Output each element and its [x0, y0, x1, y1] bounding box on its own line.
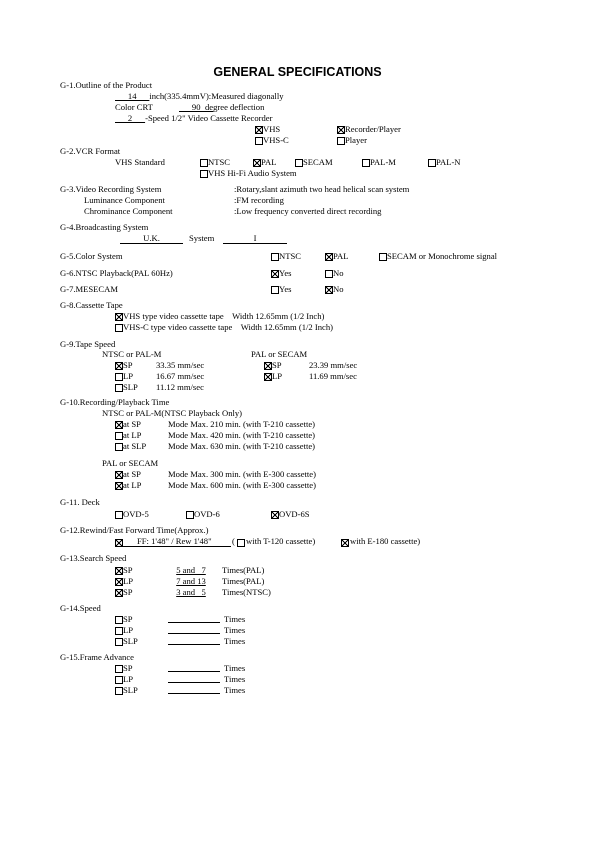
g14-lp-blank[interactable]: [168, 625, 220, 634]
g10-pal-lp-label: at LP: [123, 480, 142, 490]
g3-lum-value: :FM recording: [234, 195, 284, 205]
g1-speed-row: [115, 113, 273, 124]
g1-crt-value: 90: [179, 102, 214, 112]
g12-open-paren: (: [232, 536, 235, 546]
g3-value: :Rotary,slant azimuth two head helical scan system: [234, 184, 410, 194]
g12-heading: G-12.Rewind/Fast Forward Time(Approx.): [60, 525, 209, 535]
g13-lp-value: 7 and 13: [176, 576, 206, 586]
g10-pal-lp-checkbox[interactable]: [115, 482, 123, 490]
g15-slp-checkbox[interactable]: [115, 687, 123, 695]
g11-heading: G-11. Deck: [60, 497, 100, 507]
g10-ntsc-head: NTSC or PAL-M(NTSC Playback Only): [102, 408, 243, 418]
g1-screen-size: 14: [115, 91, 150, 101]
g15-sp-label: SP: [123, 663, 133, 673]
g9-ntsc-sp-checkbox[interactable]: [115, 362, 123, 370]
g10-pal-sp-label: at SP: [123, 469, 141, 479]
g15-sp-blank[interactable]: [168, 663, 220, 672]
g9-pal-sp-value: 23.39 mm/sec: [309, 360, 358, 370]
g13-lp-checkbox[interactable]: [115, 578, 123, 586]
g12-time: FF: 1'48" / Rew 1'48": [137, 536, 212, 546]
g13-sp2-checkbox[interactable]: [115, 589, 123, 597]
g4-system-label: System: [189, 233, 215, 243]
g5-secam-checkbox[interactable]: [379, 253, 387, 261]
g8-vhsc-checkbox[interactable]: [115, 324, 123, 332]
g13-sp2-times: Times(NTSC): [222, 587, 271, 597]
g1-screen-row: [115, 91, 284, 102]
g10-ntsc-slp-value: Mode Max. 630 min. (with T-210 cassette): [168, 441, 316, 451]
g8-vhs-label: VHS type video cassette tape Width 12.65mm (1/2 Inch): [123, 311, 325, 321]
g2-hifi-label: VHS Hi-Fi Audio System: [208, 168, 297, 178]
g9-ntsc-head: NTSC or PAL-M: [102, 349, 162, 359]
g9-ntsc-lp-checkbox[interactable]: [115, 373, 123, 381]
g1-recorder-label: Recorder/Player: [345, 124, 401, 134]
g1-vhsc-checkbox[interactable]: [255, 137, 263, 145]
g7-heading: G-7.MESECAM: [60, 284, 119, 294]
g10-heading: G-10.Recording/Playback Time: [60, 397, 170, 407]
g10-ntsc-lp-value: Mode Max. 420 min. (with T-210 cassette): [168, 430, 316, 440]
g12-e180-label: with E-180 cassette): [350, 536, 421, 546]
page-title: GENERAL SPECIFICATIONS: [213, 65, 382, 79]
g3-chr-label: Chrominance Component: [84, 206, 173, 216]
g11-ovd6s-checkbox[interactable]: [271, 511, 279, 519]
g5-ntsc-checkbox[interactable]: [271, 253, 279, 261]
g6-no-label: No: [333, 268, 344, 278]
g1-screen-text: inch(335.4mmV):Measured diagonally: [149, 91, 284, 101]
g11-ovd5-checkbox[interactable]: [115, 511, 123, 519]
g12-t120-label: with T-120 cassette): [246, 536, 316, 546]
g4-system-value: I: [223, 234, 287, 244]
g14-lp-checkbox[interactable]: [115, 627, 123, 635]
g7-yes-label: Yes: [279, 284, 292, 294]
g11-ovd5-label: OVD-5: [123, 509, 149, 519]
g4-heading: G-4.Broadcasting System: [60, 222, 149, 232]
g10-pal-lp-value: Mode Max. 600 min. (with E-300 cassette): [168, 480, 316, 490]
g2-pal-label: PAL: [261, 157, 277, 167]
g9-heading: G-9.Tape Speed: [60, 339, 116, 349]
g6-yes-label: Yes: [279, 268, 292, 278]
g13-lp-label: LP: [123, 576, 134, 586]
g6-no-checkbox[interactable]: [325, 270, 333, 278]
g15-lp-blank[interactable]: [168, 674, 220, 683]
g7-yes-checkbox[interactable]: [271, 286, 279, 294]
g1-vhs-checkbox[interactable]: [255, 126, 263, 134]
g14-sp-blank[interactable]: [168, 614, 220, 623]
g8-heading: G-8.Cassette Tape: [60, 300, 123, 310]
g14-lp-label: LP: [123, 625, 134, 635]
g14-sp-times: Times: [224, 614, 246, 624]
g12-e180-checkbox[interactable]: [341, 539, 349, 547]
g15-slp-blank[interactable]: [168, 685, 220, 694]
g15-lp-times: Times: [224, 674, 246, 684]
g5-secam-label: SECAM or Monochrome signal: [387, 251, 498, 261]
g15-lp-label: LP: [123, 674, 134, 684]
g9-ntsc-sp-value: 33.35 mm/sec: [156, 360, 205, 370]
g3-lum-label: Luminance Component: [84, 195, 165, 205]
g5-heading: G-5.Color System: [60, 251, 123, 261]
g15-heading: G-15.Frame Advance: [60, 652, 134, 662]
g9-pal-lp-checkbox[interactable]: [264, 373, 272, 381]
g13-heading: G-13.Search Speed: [60, 553, 127, 563]
g1-speed-value: 2: [115, 113, 146, 123]
g10-pal-sp-value: Mode Max. 300 min. (with E-300 cassette): [168, 469, 316, 479]
g2-heading: G-2.VCR Format: [60, 146, 121, 156]
g14-slp-checkbox[interactable]: [115, 638, 123, 646]
g9-ntsc-lp-value: 16.67 mm/sec: [156, 371, 205, 381]
g10-ntsc-sp-checkbox[interactable]: [115, 421, 123, 429]
g15-lp-checkbox[interactable]: [115, 676, 123, 684]
g4-country: U.K.: [120, 234, 183, 244]
g1-crt-label: Color CRT: [115, 102, 153, 112]
g2-hifi-checkbox[interactable]: [200, 170, 208, 178]
g13-sp1-checkbox[interactable]: [115, 567, 123, 575]
g2-secam-checkbox[interactable]: [295, 159, 303, 167]
g9-pal-lp-value: 11.69 mm/sec: [309, 371, 357, 381]
g9-ntsc-slp-checkbox[interactable]: [115, 384, 123, 392]
g14-heading: G-14.Speed: [60, 603, 101, 613]
g2-palm-label: PAL-M: [370, 157, 396, 167]
g7-no-checkbox[interactable]: [325, 286, 333, 294]
g1-heading: G-1.Outline of the Product: [60, 80, 153, 90]
g1-player-label: Player: [345, 135, 367, 145]
g1-speed-text: -Speed 1/2" Video Cassette Recorder: [145, 113, 273, 123]
g2-ntsc-checkbox[interactable]: [200, 159, 208, 167]
g11-ovd6-checkbox[interactable]: [186, 511, 194, 519]
g3-chr-value: :Low frequency converted direct recording: [234, 206, 382, 216]
g8-vhs-checkbox[interactable]: [115, 313, 123, 321]
g15-slp-times: Times: [224, 685, 246, 695]
g8-vhsc-label: VHS-C type video cassette tape Width 12.65mm (1/2 Inch): [123, 322, 334, 332]
g2-label: VHS Standard: [115, 157, 165, 167]
g15-sp-times: Times: [224, 663, 246, 673]
g14-slp-blank[interactable]: [168, 636, 220, 645]
g10-ntsc-sp-label: at SP: [123, 419, 141, 429]
g9-pal-sp-label: SP: [272, 360, 282, 370]
g1-crt-unit: degree deflection: [205, 102, 265, 112]
g1-recorder-checkbox[interactable]: [337, 126, 345, 134]
g9-pal-sp-checkbox[interactable]: [264, 362, 272, 370]
g13-sp2-value: 3 and 5: [176, 587, 206, 597]
g13-sp1-times: Times(PAL): [222, 565, 265, 575]
g15-sp-checkbox[interactable]: [115, 665, 123, 673]
g14-sp-checkbox[interactable]: [115, 616, 123, 624]
g9-ntsc-sp-label: SP: [123, 360, 133, 370]
g13-sp1-value: 5 and 7: [176, 565, 206, 575]
g13-sp2-label: SP: [123, 587, 133, 597]
g11-ovd6s-label: OVD-6S: [279, 509, 310, 519]
g6-heading: G-6.NTSC Playback(PAL 60Hz): [60, 268, 173, 278]
g2-pal-checkbox[interactable]: [253, 159, 261, 167]
g14-slp-label: SLP: [123, 636, 138, 646]
g9-pal-lp-label: LP: [272, 371, 283, 381]
g2-palm-checkbox[interactable]: [362, 159, 370, 167]
g2-paln-label: PAL-N: [436, 157, 461, 167]
g10-ntsc-slp-checkbox[interactable]: [115, 443, 123, 451]
g2-paln-checkbox[interactable]: [428, 159, 436, 167]
g10-ntsc-lp-label: at LP: [123, 430, 142, 440]
g1-vhsc-label: VHS-C: [263, 135, 289, 145]
g7-no-label: No: [333, 284, 344, 294]
g3-heading: G-3.Video Recording System: [60, 184, 162, 194]
g5-pal-label: PAL: [333, 251, 349, 261]
g10-ntsc-lp-checkbox[interactable]: [115, 432, 123, 440]
g9-ntsc-slp-label: SLP: [123, 382, 138, 392]
g1-vhs-label: VHS: [263, 124, 281, 134]
g14-slp-times: Times: [224, 636, 246, 646]
g5-ntsc-label: NTSC: [279, 251, 301, 261]
g11-ovd6-label: OVD-6: [194, 509, 220, 519]
g6-yes-checkbox[interactable]: [271, 270, 279, 278]
g10-pal-sp-checkbox[interactable]: [115, 471, 123, 479]
g2-ntsc-label: NTSC: [208, 157, 230, 167]
g1-player-checkbox[interactable]: [337, 137, 345, 145]
g10-ntsc-sp-value: Mode Max. 210 min. (with T-210 cassette): [168, 419, 316, 429]
g13-lp-times: Times(PAL): [222, 576, 265, 586]
g10-pal-head: PAL or SECAM: [102, 458, 159, 468]
g2-secam-label: SECAM: [303, 157, 333, 167]
g9-ntsc-lp-label: LP: [123, 371, 134, 381]
g12-t120-checkbox[interactable]: [237, 539, 245, 547]
g14-lp-times: Times: [224, 625, 246, 635]
g9-pal-head: PAL or SECAM: [251, 349, 308, 359]
g12-time-checkbox[interactable]: [115, 539, 123, 547]
g14-sp-label: SP: [123, 614, 133, 624]
g15-slp-label: SLP: [123, 685, 138, 695]
g13-sp1-label: SP: [123, 565, 133, 575]
g5-pal-checkbox[interactable]: [325, 253, 333, 261]
g9-ntsc-slp-value: 11.12 mm/sec: [156, 382, 204, 392]
g10-ntsc-slp-label: at SLP: [123, 441, 147, 451]
